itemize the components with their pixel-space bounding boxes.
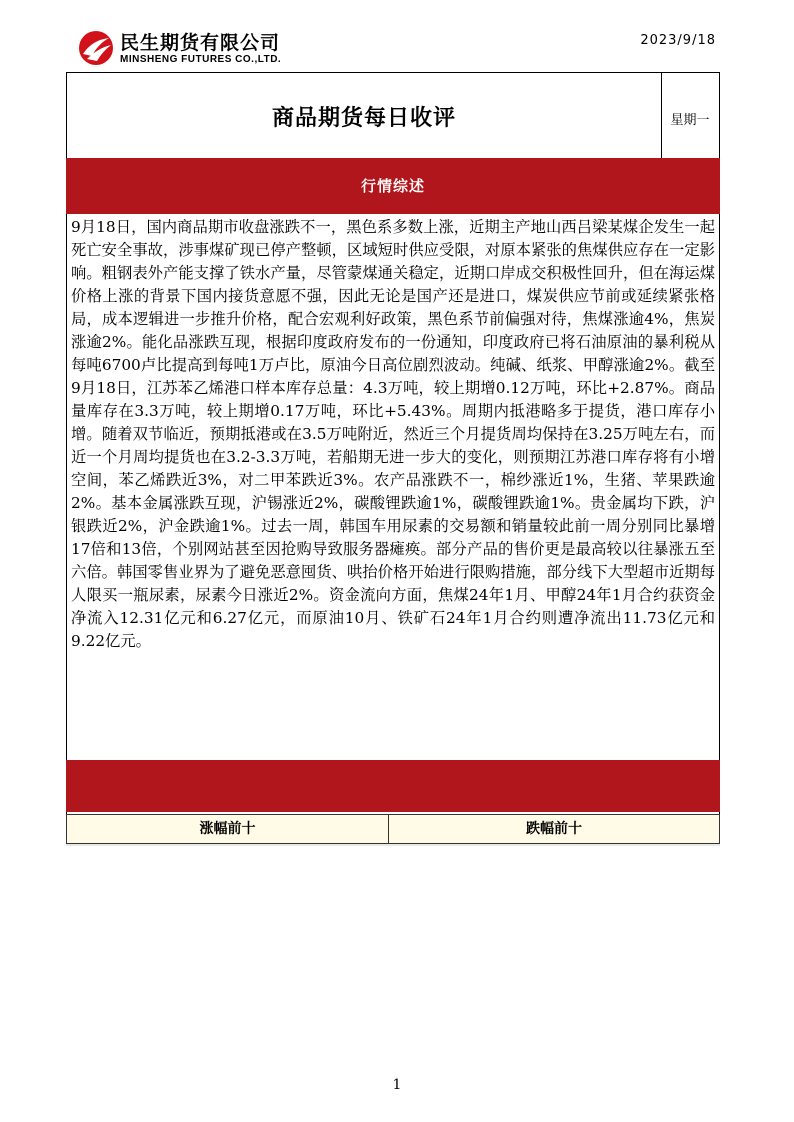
title-row — [67, 73, 719, 160]
secondary-header-bar — [66, 760, 720, 812]
report-title: 商品期货每日收评 — [271, 106, 456, 131]
section-header-bar — [66, 158, 720, 214]
report-date: 2023/9/18 — [640, 33, 716, 48]
page-number: 1 — [392, 1077, 402, 1093]
company-logo-icon — [78, 30, 114, 66]
section-title: 行情综述 — [360, 177, 425, 195]
company-name-cn: 民生期货有限公司 — [120, 32, 281, 54]
weekday-label: 星期一 — [670, 113, 710, 128]
company-name-en: MINSHENG FUTURES CO.,LTD. — [120, 54, 282, 65]
losers-table-header: 跌幅前十 — [388, 814, 720, 844]
weekday-cell — [661, 73, 719, 159]
market-summary-text: 9月18日，国内商品期市收盘涨跌不一，黑色系多数上涨，近期主产地山西吕梁某煤企发生一起死亡安全事故，涉事煤矿现已停产整顿，区域短时供应受限，对原本紧张的焦煤供应存在一定影响。粗钢表外产能支撑了铁水产量，尽管蒙煤通关稳定，近期口岸成交积极性回升，但在海运煤价格上涨的背景下国内接货意愿不强，因此无论是国产还是进口，煤炭供应节前或延续紧张格局，成本逻辑进一步推升价格，配合宏观利好政策，黑色系节前偏强对待，焦煤涨逾4%，焦炭涨逾2%。能化品涨跌互现，根据印度政府发布的一份通知，印度政府已将石油原油的暴利税从每吨6700卢比提高到每吨1万卢比，原油今日高位剧烈波动。纯碱、纸浆、甲醇涨逾2%。截至9月18日，江苏苯乙烯港口样本库存总量：4.3万吨，较上期增0.12万吨，环比+2.87%。商品量库存在3.3万吨，较上期增0.17万吨，环比+5.43%。周期内抵港略多于提货，港口库存小增。随着双节临近，预期抵港或在3.5万吨附近，然近三个月提货周均保持在3.25万吨左右，而近一个月周均提货也在3.2-3.3万吨，若船期无进一步大的变化，则预期江苏港口库存将有小增空间，苯乙烯跌近3%，对二甲苯跌近3%。农产品涨跌不一，棉纱涨近1%，生猪、苹果跌逾2%。基本金属涨跌互现，沪锡涨近2%，碳酸锂跌逾1%，碳酸锂跌逾1%。贵金属均下跌，沪银跌近2%，沪金跌逾1%。过去一周，韩国车用尿素的交易额和销量较此前一周分别同比暴增17倍和13倍，个别网站甚至因抢购导致服务器瘫痪。部分产品的售价更是最高较以往暴涨五至六倍。韩国零售业界为了避免恶意囤货、哄抬价格开始进行限购措施，部分线下大型超市近期每人限买一瓶尿素，尿素今日涨近2%。资金流向方面，焦煤24年1月、甲醇24年1月合约获资金净流入12.31亿元和6.27亿元，而原油10月、铁矿石24年1月合约则遭净流出11.73亿元和9.22亿元。 — [71, 218, 715, 650]
company-logo — [78, 28, 318, 72]
gainers-table-header: 涨幅前十 — [66, 814, 389, 844]
truncated-table-edge — [66, 844, 720, 846]
